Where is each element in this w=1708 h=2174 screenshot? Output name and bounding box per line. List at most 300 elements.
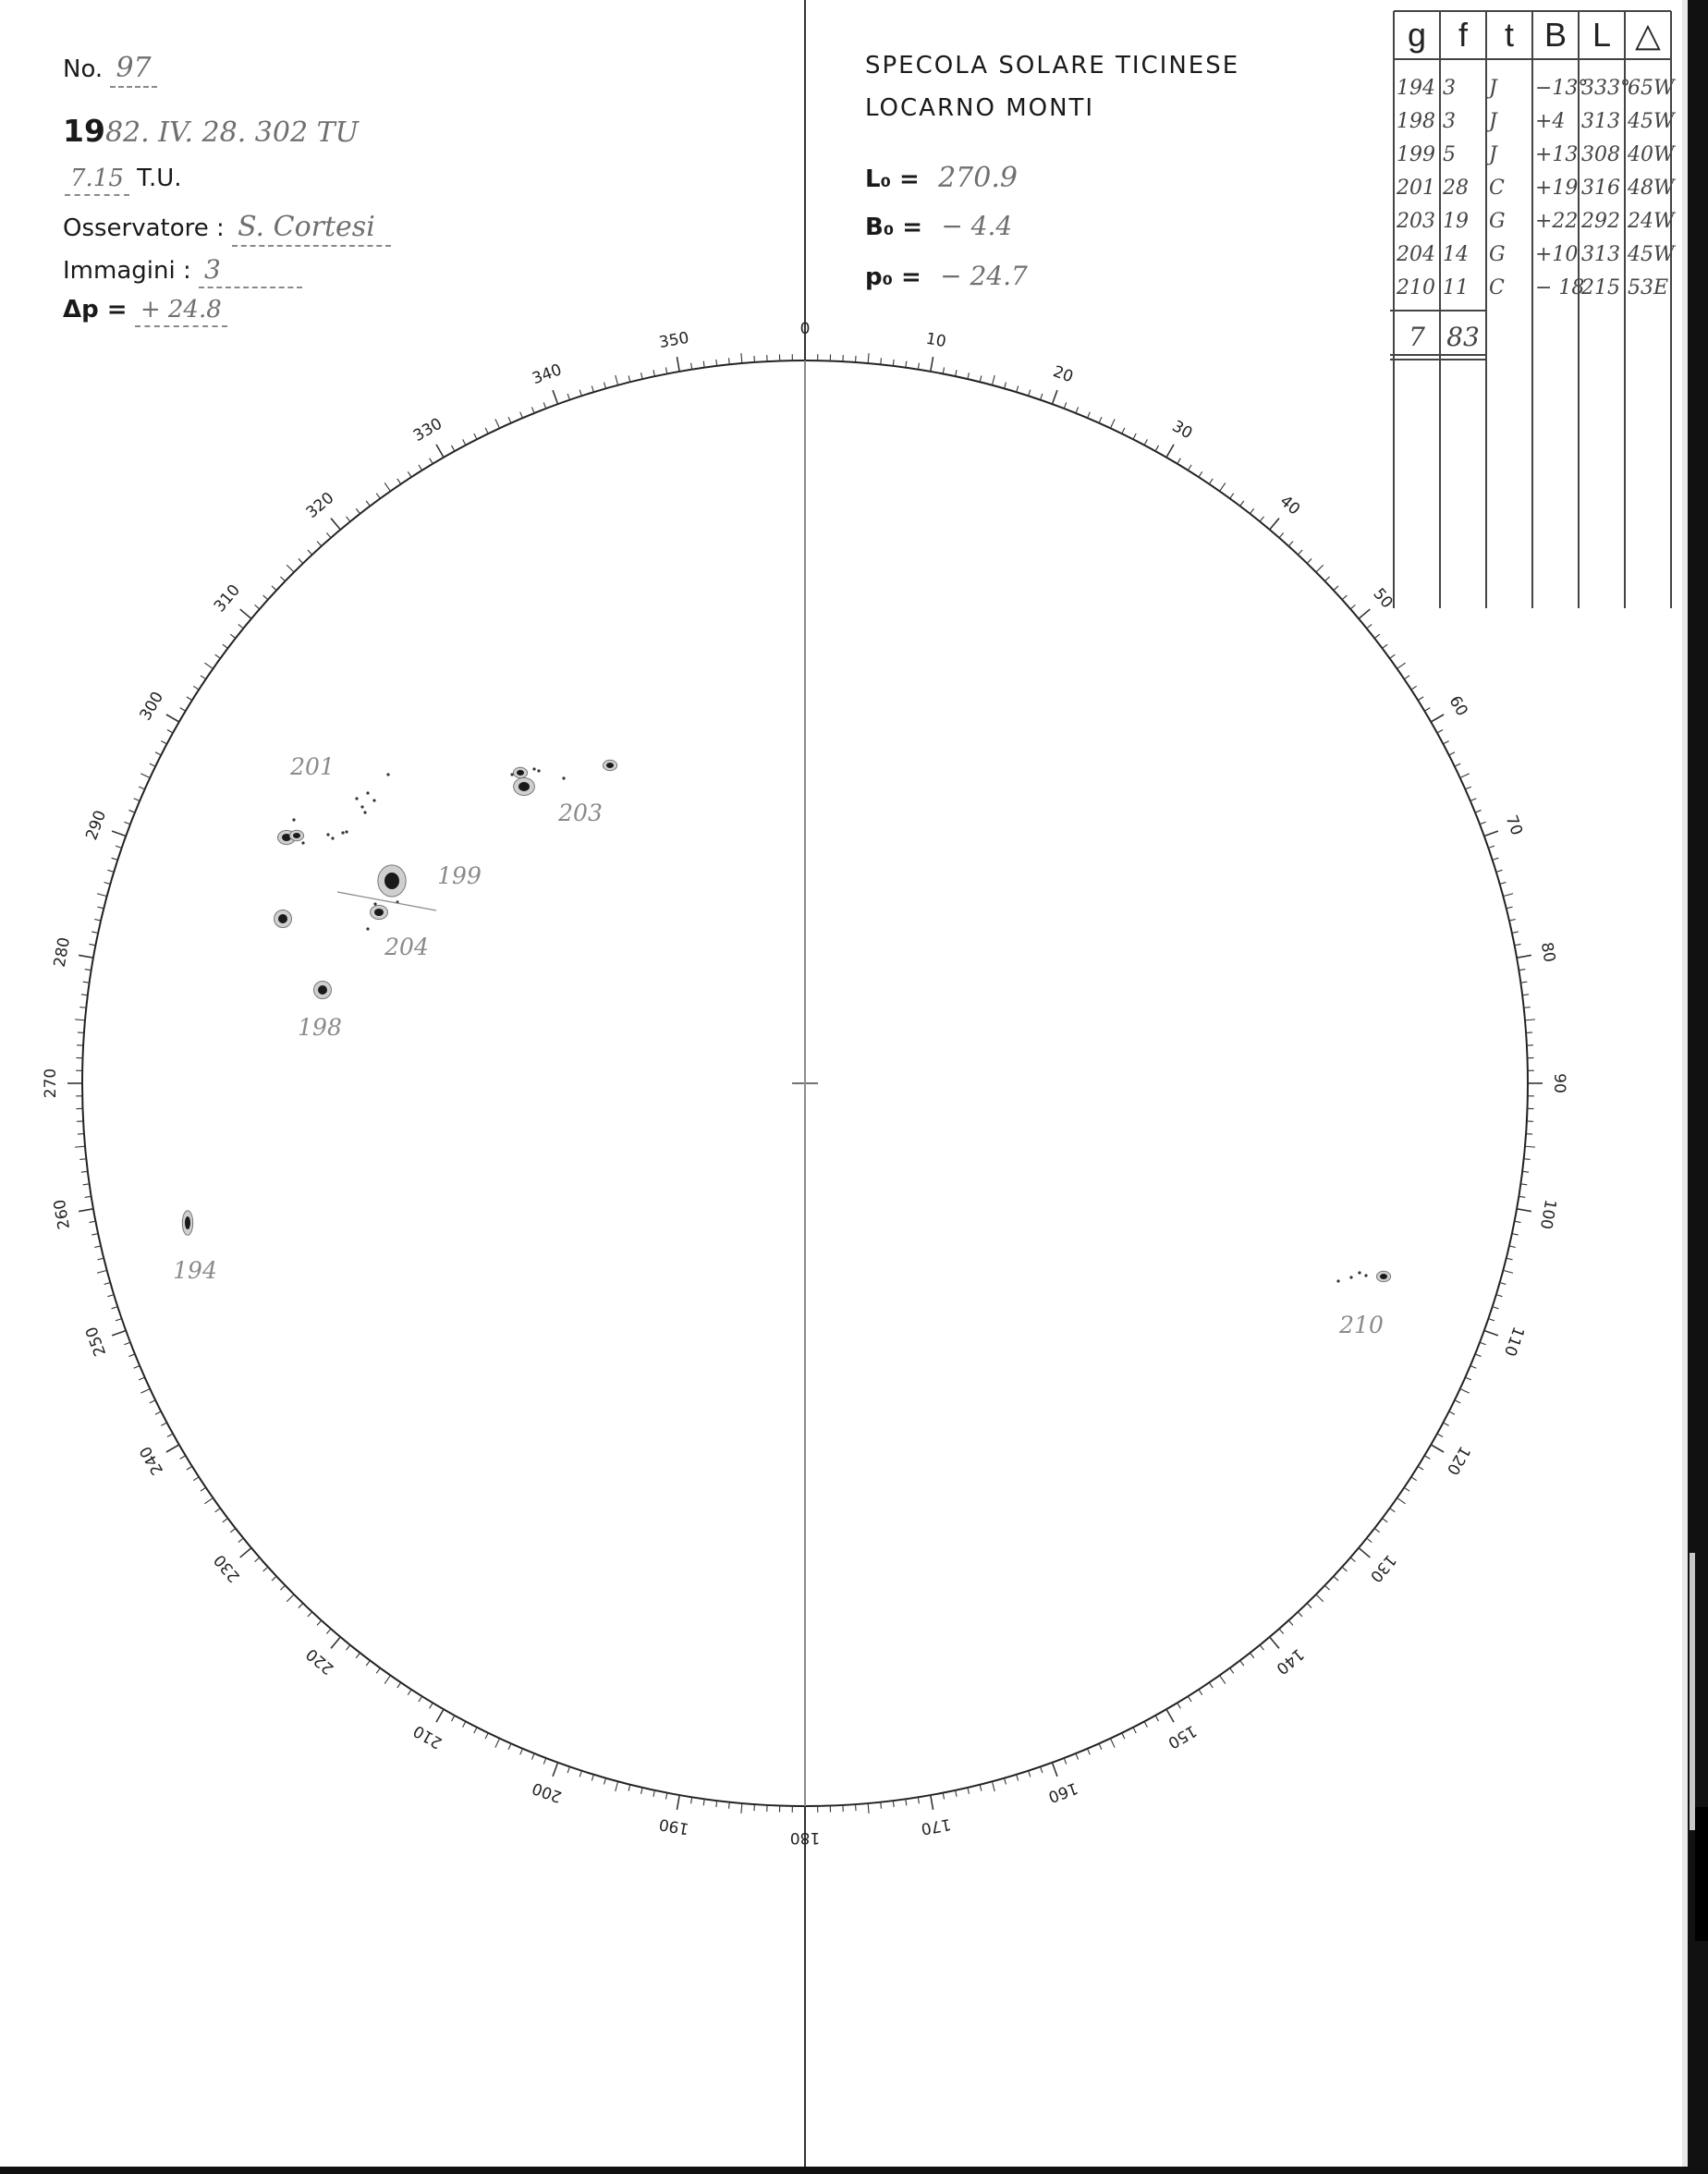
limb-tick: [691, 363, 692, 370]
limb-tick: [741, 353, 742, 363]
limb-tick: [918, 1797, 919, 1803]
limb-tick: [107, 1295, 114, 1297]
limb-tick: [980, 375, 982, 382]
table-cell: G: [1489, 243, 1506, 266]
observatory-location: LOCARNO MONTI: [865, 94, 1095, 122]
limb-tick: [956, 1790, 957, 1797]
limb-tick: [1144, 439, 1147, 445]
limb-tick: [384, 482, 390, 491]
table-cell: 24W: [1628, 210, 1675, 233]
spot-pore-201: [372, 799, 375, 801]
limb-tick: [1397, 1498, 1406, 1504]
table-cell: 5: [1443, 143, 1456, 166]
limb-tick: [1520, 982, 1527, 983]
limb-tick: [1500, 883, 1507, 885]
limb-tick: [128, 1354, 134, 1357]
limb-tick: [1325, 577, 1330, 581]
limb-tick: [474, 434, 477, 439]
limb-tick: [1359, 609, 1370, 618]
limb-tick: [1325, 1585, 1330, 1590]
observer-label: Osservatore :: [63, 214, 225, 242]
limb-tick: [1488, 846, 1494, 848]
table-cell: 53E: [1628, 276, 1669, 299]
limb-tick: [92, 932, 98, 933]
limb-tick: [1110, 1739, 1115, 1748]
limb-tick: [419, 1696, 422, 1702]
limb-tick: [107, 870, 114, 872]
B0-label: B₀ =: [865, 214, 923, 241]
limb-tick: [97, 894, 107, 897]
limb-tick: [1524, 1159, 1531, 1160]
limb-tick: [1220, 482, 1226, 491]
limb-tick: [1515, 1221, 1521, 1222]
limb-tick: [553, 1763, 557, 1777]
limb-tick: [376, 494, 380, 499]
limb-tick: [1288, 542, 1293, 546]
limb-tick: [531, 1753, 534, 1759]
angle-label: 50: [1369, 584, 1397, 613]
limb-tick: [677, 1795, 679, 1810]
limb-tick: [508, 1743, 511, 1749]
group-label-199: 199: [437, 862, 482, 889]
limb-tick: [1484, 831, 1498, 836]
limb-tick: [1029, 390, 1031, 397]
limb-tick: [881, 358, 882, 364]
limb-tick: [1359, 1548, 1370, 1557]
limb-tick: [956, 370, 957, 376]
spot-pore-201: [366, 791, 369, 794]
table-cell: 40W: [1628, 143, 1675, 166]
limb-tick: [1517, 955, 1531, 958]
spot-pore-201: [355, 797, 358, 800]
spot-group-194: [182, 1211, 192, 1236]
table-header-cell: t: [1504, 16, 1515, 54]
limb-tick: [520, 412, 523, 418]
limb-tick: [1288, 1620, 1293, 1625]
spot-umbra: [278, 914, 287, 923]
limb-tick: [1088, 1749, 1091, 1754]
limb-tick: [263, 595, 268, 600]
limb-tick: [463, 1721, 466, 1727]
images-label: Immagini :: [63, 257, 191, 285]
limb-tick: [83, 1184, 90, 1185]
limb-tick: [134, 1366, 140, 1369]
record-number-label: No.: [63, 55, 104, 83]
limb-tick: [280, 577, 285, 581]
angle-label: 110: [1499, 1324, 1528, 1359]
table-cell: 65W: [1628, 77, 1675, 100]
limb-tick: [1503, 1270, 1513, 1273]
limb-tick: [968, 373, 970, 379]
table-cell: 14: [1443, 243, 1469, 266]
scan-edge-bottom: [0, 2167, 1708, 2174]
limb-tick: [97, 907, 104, 909]
table-cell: J: [1489, 110, 1497, 133]
limb-tick: [299, 558, 303, 563]
date-value: 82. IV. 28. 302 TU: [104, 116, 359, 149]
table-cell: 203: [1397, 210, 1435, 233]
limb-tick: [155, 752, 161, 755]
limb-tick: [1460, 774, 1470, 778]
spot-group-203-a: [514, 778, 535, 796]
limb-tick: [703, 1799, 704, 1805]
limb-tick: [1496, 1295, 1503, 1297]
limb-tick: [1496, 870, 1503, 872]
limb-tick: [1507, 907, 1513, 909]
table-header-cell: g: [1407, 16, 1427, 54]
group-label-201: 201: [290, 753, 335, 780]
limb-tick: [665, 367, 666, 373]
p0-label: p₀ =: [865, 263, 921, 291]
spot-pore-203: [532, 767, 535, 770]
angle-label: 330: [409, 414, 446, 446]
angle-label: 250: [82, 1324, 111, 1359]
limb-tick: [1470, 1366, 1476, 1369]
limb-tick: [691, 1797, 692, 1803]
limb-tick: [729, 358, 730, 364]
limb-tick: [1076, 407, 1079, 412]
angle-label: 100: [1535, 1197, 1560, 1231]
limb-tick: [893, 1801, 894, 1807]
limb-tick: [83, 982, 90, 983]
limb-tick: [215, 1508, 221, 1512]
limb-tick: [868, 353, 869, 363]
angle-label: 300: [136, 688, 168, 725]
table-cell: 45W: [1628, 110, 1675, 133]
limb-tick: [366, 1661, 370, 1667]
limb-tick: [716, 1801, 717, 1807]
limb-tick: [1390, 1508, 1396, 1512]
limb-tick: [272, 1576, 276, 1581]
limb-tick: [161, 1423, 166, 1425]
limb-tick: [308, 1612, 312, 1617]
angle-label: 260: [50, 1197, 75, 1231]
limb-tick: [1418, 697, 1423, 701]
limb-tick: [1099, 1743, 1102, 1749]
angle-label: 90: [1550, 1073, 1568, 1093]
group-label-194: 194: [173, 1257, 217, 1284]
limb-tick: [616, 375, 618, 385]
limb-tick: [1334, 586, 1338, 591]
limb-tick: [495, 1739, 500, 1748]
limb-tick: [161, 741, 166, 744]
limb-tick: [906, 1799, 907, 1805]
limb-tick: [1418, 1466, 1423, 1470]
limb-tick: [931, 1795, 933, 1810]
limb-tick: [543, 1758, 546, 1765]
spot-group-199: [378, 865, 406, 897]
table-cell: − 18: [1535, 276, 1585, 299]
limb-tick: [166, 1445, 179, 1452]
limb-tick: [1133, 434, 1136, 439]
table-cell: 333°: [1581, 77, 1630, 100]
limb-tick: [868, 1803, 869, 1814]
angle-label: 270: [42, 1068, 60, 1099]
table-cell: −13°: [1535, 77, 1589, 100]
record-number-value: 97: [110, 52, 156, 88]
limb-tick: [112, 831, 126, 836]
limb-tick: [641, 1788, 643, 1794]
table-cell: J: [1489, 143, 1497, 166]
limb-tick: [201, 676, 206, 679]
limb-tick: [604, 383, 606, 389]
limb-tick: [1437, 1434, 1443, 1436]
spot-pore-210: [1336, 1279, 1339, 1282]
limb-tick: [201, 1487, 206, 1491]
limb-tick: [653, 370, 654, 376]
limb-tick: [255, 605, 260, 609]
limb-tick: [238, 1538, 243, 1542]
table-cell: 308: [1581, 143, 1620, 166]
limb-tick: [223, 1519, 228, 1522]
angle-label: 240: [136, 1442, 168, 1479]
spot-pore-201: [292, 818, 295, 821]
limb-tick: [592, 1775, 593, 1781]
limb-tick: [376, 1668, 380, 1674]
limb-tick: [1404, 676, 1409, 679]
limb-tick: [104, 1283, 111, 1285]
limb-tick: [931, 357, 933, 372]
limb-tick: [1455, 763, 1460, 766]
limb-tick: [79, 1209, 93, 1212]
limb-tick: [1005, 383, 1006, 389]
angle-label: 80: [1536, 940, 1559, 964]
spot-pore-201: [360, 805, 363, 808]
spot-umbra: [517, 770, 524, 776]
limb-tick: [223, 644, 228, 648]
limb-tick: [1449, 1411, 1455, 1414]
limb-tick: [1374, 1528, 1380, 1532]
limb-tick: [238, 624, 243, 628]
limb-tick: [85, 970, 92, 971]
spot-pore-203: [510, 773, 513, 776]
images-value: 3: [199, 254, 302, 288]
angle-label: 20: [1050, 362, 1076, 387]
limb-tick: [485, 428, 488, 434]
limb-tick: [893, 360, 894, 366]
limb-tick: [1383, 644, 1388, 648]
limb-tick: [1029, 1771, 1031, 1777]
spot-group-203-b: [513, 767, 527, 777]
time-value: 7.15: [65, 165, 129, 196]
limb-tick: [89, 1221, 95, 1222]
limb-tick: [331, 519, 340, 530]
year-prefix: 19: [63, 113, 105, 149]
limb-tick: [1279, 533, 1284, 538]
angle-label: 290: [82, 808, 111, 843]
limb-tick: [665, 1793, 666, 1800]
limb-tick: [1449, 752, 1455, 755]
limb-tick: [1005, 1778, 1006, 1785]
spot-group-203-c: [603, 760, 616, 770]
limb-tick: [1270, 1637, 1279, 1648]
limb-tick: [331, 1637, 340, 1648]
limb-tick: [1404, 1487, 1409, 1491]
limb-tick: [1493, 858, 1499, 860]
limb-tick: [240, 1548, 251, 1557]
angle-label: 60: [1445, 692, 1471, 720]
limb-tick: [881, 1802, 882, 1809]
limb-tick: [992, 1781, 994, 1791]
limb-tick: [1122, 428, 1125, 434]
limb-tick: [616, 1781, 618, 1791]
table-cell: 199: [1397, 143, 1435, 166]
spot-umbra: [606, 763, 614, 768]
limb-tick: [943, 1793, 944, 1800]
limb-tick: [204, 1498, 213, 1504]
limb-tick: [79, 1159, 86, 1160]
limb-tick: [1480, 1342, 1486, 1345]
limb-tick: [112, 1330, 126, 1335]
limb-tick: [81, 1171, 88, 1172]
limb-tick: [1470, 799, 1476, 801]
limb-tick: [1522, 1171, 1529, 1172]
limb-tick: [1443, 741, 1448, 744]
limb-tick: [968, 1788, 970, 1794]
limb-tick: [1342, 595, 1347, 600]
angle-label: 320: [302, 488, 338, 522]
angle-label: 40: [1275, 492, 1304, 519]
limb-tick: [553, 390, 557, 404]
limb-tick: [308, 550, 312, 555]
limb-tick: [1493, 1307, 1499, 1309]
angle-label: 220: [302, 1644, 338, 1679]
group-label-204: 204: [384, 934, 429, 960]
group-label-210: 210: [1339, 1312, 1384, 1338]
limb-tick: [1424, 1456, 1430, 1460]
spot-pore-210: [1358, 1271, 1360, 1274]
table-cell: 11: [1443, 276, 1469, 299]
limb-tick: [1122, 1733, 1125, 1739]
limb-tick: [1465, 1377, 1470, 1380]
limb-tick: [1431, 714, 1444, 722]
limb-tick: [1503, 894, 1513, 897]
limb-tick: [1480, 822, 1486, 824]
spot-group-198: [314, 982, 332, 999]
limb-tick: [1350, 605, 1355, 609]
limb-tick: [1520, 1184, 1527, 1185]
limb-tick: [1188, 465, 1191, 470]
table-cell: G: [1489, 210, 1506, 233]
limb-tick: [485, 1733, 488, 1739]
limb-tick: [408, 1690, 411, 1695]
limb-tick: [166, 714, 179, 722]
spot-group-210-a: [1376, 1271, 1390, 1281]
limb-tick: [1166, 1709, 1174, 1722]
limb-tick: [230, 1528, 236, 1532]
limb-tick: [1519, 970, 1525, 971]
spot-pore-210: [1349, 1276, 1352, 1278]
limb-tick: [1064, 1758, 1067, 1765]
limb-tick: [1424, 708, 1430, 712]
limb-tick: [1155, 446, 1158, 451]
limb-tick: [299, 1604, 303, 1608]
angle-label: 280: [50, 935, 75, 970]
limb-tick: [180, 1456, 186, 1460]
limb-tick: [1475, 810, 1481, 812]
limb-tick: [592, 385, 593, 392]
limb-tick: [1390, 654, 1396, 658]
limb-tick: [317, 1620, 322, 1625]
table-cell: 313: [1581, 110, 1620, 133]
limb-tick: [1374, 634, 1380, 638]
limb-tick: [1465, 787, 1470, 789]
angle-label: 120: [1442, 1442, 1474, 1479]
limb-tick: [263, 1567, 268, 1571]
spot-umbra: [384, 873, 399, 889]
limb-tick: [97, 1258, 104, 1260]
limb-tick: [1507, 1258, 1513, 1260]
limb-tick: [628, 375, 630, 382]
limb-tick: [97, 1270, 107, 1273]
limb-tick: [139, 787, 144, 789]
limb-tick: [346, 517, 349, 521]
limb-tick: [139, 1377, 144, 1380]
limb-tick: [1250, 508, 1253, 514]
limb-tick: [1041, 1766, 1043, 1773]
table-cell: 194: [1397, 77, 1435, 100]
limb-tick: [1230, 1668, 1234, 1674]
limb-tick: [463, 439, 466, 445]
limb-tick: [1334, 1576, 1338, 1581]
limb-tick: [1155, 1716, 1158, 1721]
limb-tick: [356, 508, 360, 514]
spot-pore-210: [1364, 1274, 1367, 1276]
limb-tick: [703, 361, 704, 368]
table-cell: J: [1489, 77, 1497, 100]
angle-label: 190: [657, 1814, 691, 1838]
limb-tick: [1455, 1400, 1460, 1403]
limb-tick: [430, 458, 433, 464]
limb-tick: [1411, 1477, 1417, 1481]
limb-tick: [1488, 1319, 1494, 1321]
limb-tick: [1166, 445, 1174, 458]
group-label-198: 198: [298, 1014, 342, 1041]
limb-tick: [474, 1728, 477, 1733]
limb-tick: [741, 1803, 742, 1814]
table-header-cell: f: [1458, 16, 1469, 54]
limb-tick: [918, 363, 919, 370]
spot-pore-204: [366, 927, 369, 930]
limb-tick: [1411, 686, 1417, 690]
limb-tick: [1397, 663, 1406, 668]
limb-tick: [167, 729, 173, 732]
table-cell: 215: [1581, 276, 1620, 299]
limb-tick: [1270, 519, 1279, 530]
observer-value: S. Cortesi: [232, 211, 391, 247]
limb-tick: [1017, 385, 1019, 392]
limb-tick: [1199, 1690, 1202, 1695]
limb-tick: [1484, 1330, 1498, 1335]
limb-tick: [1367, 624, 1372, 628]
limb-tick: [75, 1146, 85, 1147]
limb-tick: [1099, 417, 1102, 422]
limb-tick: [451, 1716, 454, 1721]
limb-tick: [1088, 412, 1091, 418]
limb-tick: [89, 944, 95, 945]
limb-tick: [495, 419, 500, 428]
limb-tick: [716, 360, 717, 366]
limb-tick: [1110, 419, 1115, 428]
limb-tick: [150, 763, 155, 766]
limb-tick: [326, 533, 331, 538]
limb-tick: [1316, 1594, 1324, 1602]
angle-label: 170: [919, 1814, 953, 1838]
limb-tick: [943, 367, 944, 373]
table-cell: C: [1489, 177, 1505, 200]
limb-tick: [1279, 1629, 1284, 1633]
table-cell: 316: [1581, 177, 1620, 200]
